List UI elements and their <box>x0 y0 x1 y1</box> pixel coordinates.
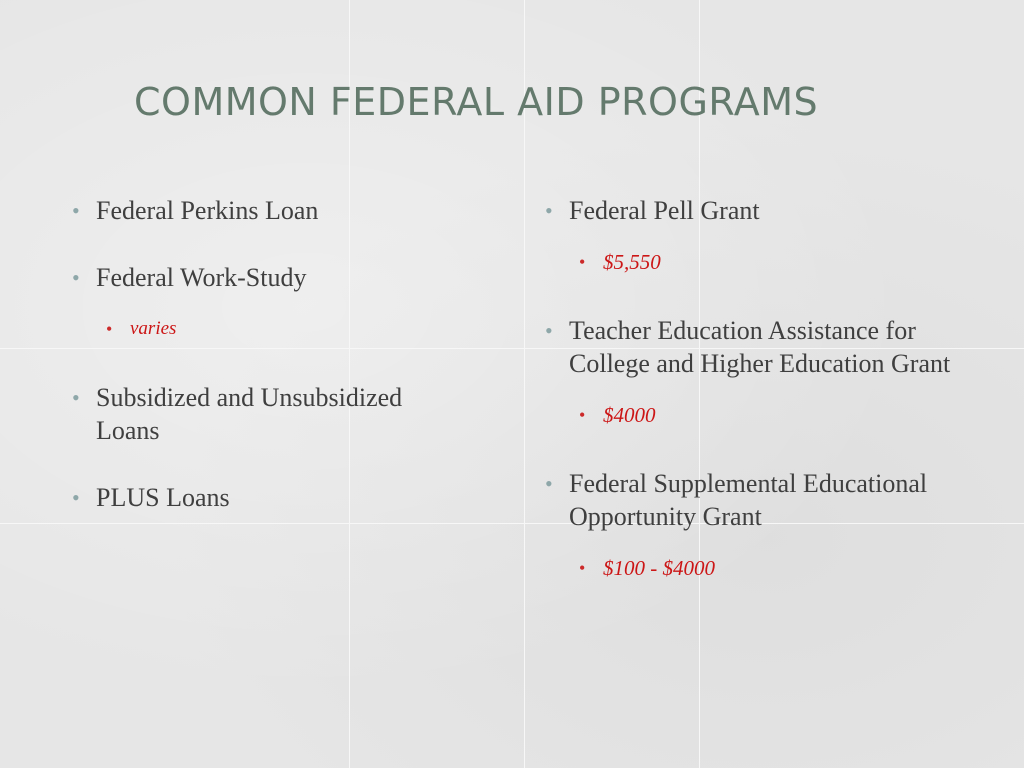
bullet-dot-icon: • <box>72 385 80 410</box>
bullet-dot-icon: • <box>545 198 553 223</box>
item-label: Federal Supplemental Educational Opportunity Grant <box>569 469 928 531</box>
list-item-federal-work-study <box>72 261 472 294</box>
list-item-federal-perkins-loan <box>72 194 472 227</box>
item-label: Subsidized and Unsubsidized Loans <box>96 383 403 445</box>
list-item-subsidized-unsubsidized-loans <box>72 381 472 447</box>
amount-pell-grant <box>545 248 985 276</box>
bullet-dot-icon: • <box>545 471 553 496</box>
bullet-dot-icon: • <box>72 198 80 223</box>
amount-value: $4000 <box>603 403 656 427</box>
item-label: Federal Work-Study <box>96 263 307 292</box>
amount-value: $100 - $4000 <box>603 556 715 580</box>
bullet-dot-icon: • <box>579 558 586 578</box>
bullet-dot-icon: • <box>72 485 80 510</box>
bullet-dot-icon: • <box>72 265 80 290</box>
bullet-dot-icon: • <box>106 319 113 339</box>
item-label: PLUS Loans <box>96 483 230 512</box>
amount-work-study <box>72 315 472 343</box>
bullet-dot-icon: • <box>545 318 553 343</box>
bullet-dot-icon: • <box>579 252 586 272</box>
amount-teach-grant <box>545 401 985 429</box>
amount-value: $5,550 <box>603 250 661 274</box>
left-column <box>72 194 472 548</box>
item-label: Teacher Education Assistance for College and Higher Education Grant <box>569 316 951 378</box>
amount-fseog <box>545 554 985 582</box>
list-item-federal-pell-grant <box>545 194 985 227</box>
item-label: Federal Pell Grant <box>569 196 760 225</box>
list-item-plus-loans <box>72 481 472 514</box>
right-column <box>545 194 985 620</box>
bullet-dot-icon: • <box>579 405 586 425</box>
list-item-fseog <box>545 467 985 533</box>
slide-title: COMMON FEDERAL AID PROGRAMS <box>134 80 819 124</box>
list-item-teach-grant <box>545 314 985 380</box>
amount-value: varies <box>130 318 177 339</box>
item-label: Federal Perkins Loan <box>96 196 319 225</box>
